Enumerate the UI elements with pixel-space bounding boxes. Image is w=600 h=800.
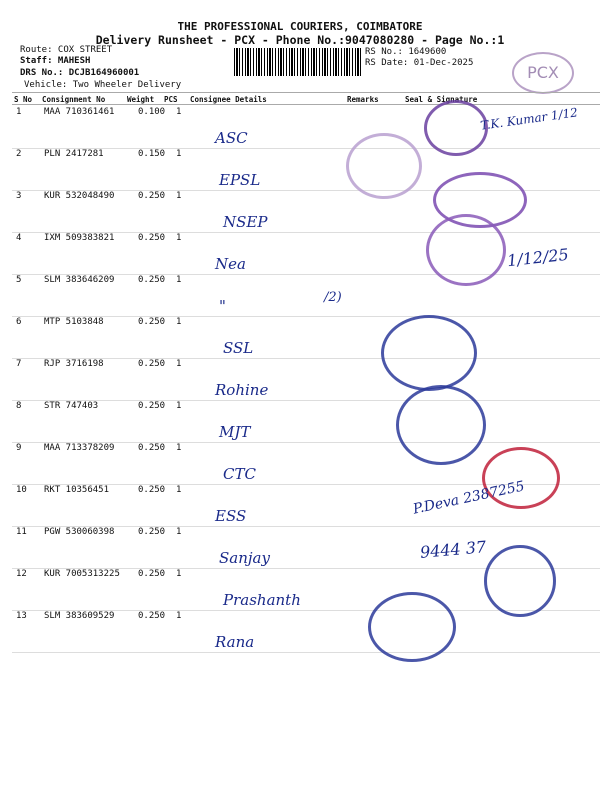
row-sno: 2 (16, 149, 22, 159)
seal-stamp-6 (396, 385, 486, 465)
row-sno: 3 (16, 191, 22, 201)
row-pcs: 1 (176, 107, 182, 117)
row-weight: 0.250 (138, 317, 166, 327)
row-pcs: 1 (176, 485, 182, 495)
consignee-handwriting: Sanjay (219, 549, 270, 567)
consignee-handwriting: Prashanth (223, 591, 301, 609)
row-consignment-no: PLN 2417281 (44, 149, 104, 159)
row-consignment-no: IXM 509383821 (44, 233, 115, 243)
row-weight: 0.250 (138, 275, 166, 285)
row-consignment-no: MTP 5103848 (44, 317, 104, 327)
consignee-handwriting: " (219, 297, 226, 315)
row-consignment-no: STR 747403 (44, 401, 99, 411)
seal-stamp-1 (424, 100, 488, 156)
row-sno: 9 (16, 443, 22, 453)
table-row (0, 317, 600, 359)
barcode (234, 48, 362, 76)
row-consignment-no: SLM 383646209 (44, 275, 115, 285)
row-pcs: 1 (176, 443, 182, 453)
row-weight: 0.250 (138, 359, 166, 369)
row-pcs: 1 (176, 527, 182, 537)
row-consignment-no: MAA 710361461 (44, 107, 115, 117)
row-sno: 8 (16, 401, 22, 411)
row-pcs: 1 (176, 611, 182, 621)
consignee-handwriting: MJT (219, 423, 251, 441)
row-weight: 0.100 (138, 107, 166, 117)
col-weight: Weight (127, 95, 155, 104)
row-sno: 4 (16, 233, 22, 243)
consignee-handwriting: CTC (223, 465, 256, 483)
row-weight: 0.250 (138, 401, 166, 411)
row-pcs: 1 (176, 191, 182, 201)
row-weight: 0.250 (138, 569, 166, 579)
row-weight: 0.150 (138, 149, 166, 159)
seal-stamp-4 (426, 214, 506, 286)
consignee-handwriting: ASC (215, 129, 248, 147)
row-pcs: 1 (176, 149, 182, 159)
drs-text: DRS No.: DCJB164960001 (20, 68, 140, 78)
col-consignment: Consignment No (42, 95, 106, 104)
seal-stamp-5 (381, 315, 477, 391)
rs-number: RS No.: 1649600 (365, 47, 447, 57)
pcx-stamp: PCX (512, 52, 574, 94)
row-sno: 12 (16, 569, 27, 579)
row-pcs: 1 (176, 317, 182, 327)
row-sno: 6 (16, 317, 22, 327)
row-consignment-no: RKT 10356451 (44, 485, 110, 495)
row-consignment-no: PGW 530060398 (44, 527, 115, 537)
table-row (0, 275, 600, 317)
row-pcs: 1 (176, 233, 182, 243)
signature-4: 1/12/25 (506, 244, 570, 271)
consignee-handwriting: ESS (215, 507, 247, 525)
seal-stamp-2 (346, 133, 422, 199)
row-weight: 0.250 (138, 527, 166, 537)
row-consignment-no: RJP 3716198 (44, 359, 104, 369)
consignee-handwriting: Rana (215, 633, 255, 651)
signature-11: 9444 37 (419, 537, 487, 562)
header-divider-bottom (12, 104, 600, 105)
table-row (0, 359, 600, 401)
col-sno: S No (14, 95, 33, 104)
row-divider (12, 652, 600, 653)
row-weight: 0.250 (138, 443, 166, 453)
route-text: Route: COX STREET (20, 45, 113, 55)
seal-stamp-8 (484, 545, 556, 617)
seal-stamp-9 (368, 592, 456, 662)
row-weight: 0.250 (138, 191, 166, 201)
col-remarks: Remarks (347, 95, 379, 104)
row-consignment-no: MAA 713378209 (44, 443, 115, 453)
row-pcs: 1 (176, 359, 182, 369)
signature-10: P.Deva 2387255 (411, 478, 527, 518)
col-pcs: PCS (164, 95, 178, 104)
row-sno: 1 (16, 107, 22, 117)
row-pcs: 1 (176, 569, 182, 579)
row-sno: 13 (16, 611, 27, 621)
row-weight: 0.250 (138, 233, 166, 243)
company-name: THE PROFESSIONAL COURIERS, COIMBATORE (177, 20, 423, 33)
consignee-handwriting: EPSL (219, 171, 261, 189)
consignee-handwriting: Nea (215, 255, 246, 273)
row-sno: 7 (16, 359, 22, 369)
row-sno: 10 (16, 485, 27, 495)
col-seal-signature: Seal & Signature (405, 95, 478, 104)
signature-1: T.K. Kumar 1/12 (479, 105, 579, 133)
table-row (0, 611, 600, 653)
row-consignment-no: KUR 7005313225 (44, 569, 120, 579)
signature-5: /2) (324, 290, 342, 305)
consignee-handwriting: SSL (223, 339, 254, 357)
table-row (0, 401, 600, 443)
row-pcs: 1 (176, 275, 182, 285)
rs-date: RS Date: 01-Dec-2025 (365, 58, 474, 68)
col-consignee: Consignee Details (190, 95, 267, 104)
consignee-handwriting: NSEP (223, 213, 268, 231)
consignee-handwriting: Rohine (215, 381, 269, 399)
row-weight: 0.250 (138, 611, 166, 621)
vehicle-text: Vehicle: Two Wheeler Delivery (24, 80, 182, 90)
row-sno: 11 (16, 527, 27, 537)
row-pcs: 1 (176, 401, 182, 411)
row-sno: 5 (16, 275, 22, 285)
row-consignment-no: KUR 532048490 (44, 191, 115, 201)
staff-text: Staff: MAHESH (20, 56, 91, 66)
header-divider-top (12, 92, 600, 93)
row-consignment-no: SLM 383609529 (44, 611, 115, 621)
row-weight: 0.250 (138, 485, 166, 495)
runsheet-title: Delivery Runsheet - PCX - Phone No.:9047080280 - Page No.:1 (95, 33, 505, 47)
